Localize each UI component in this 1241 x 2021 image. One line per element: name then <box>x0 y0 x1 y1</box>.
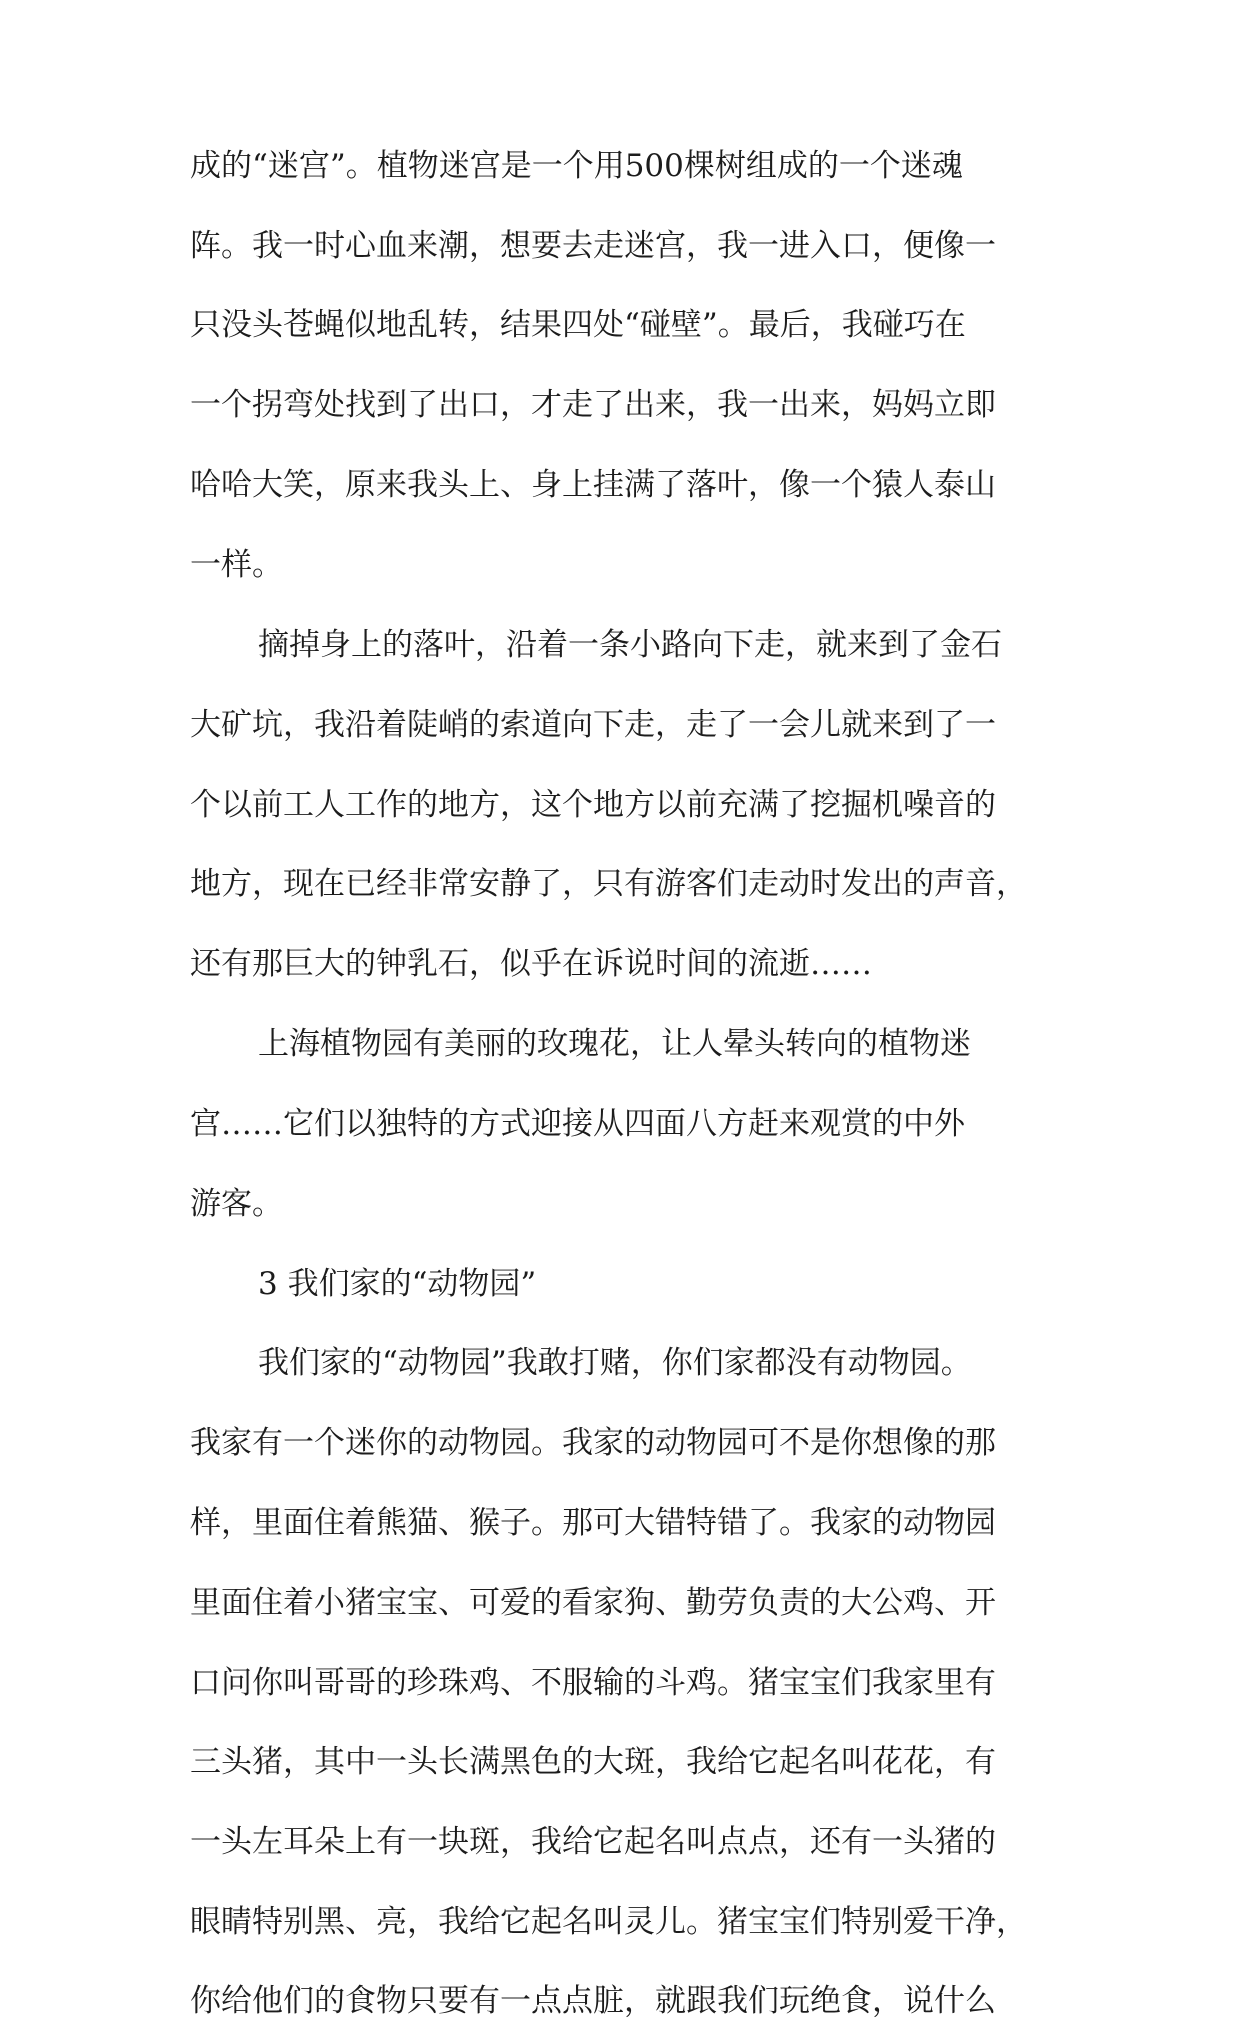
text-line: 阵。我一时心血来潮，想要去走迷宫，我一进入口，便像一 <box>190 228 996 264</box>
text-line: 个以前工人工作的地方，这个地方以前充满了挖掘机噪音的 <box>190 787 996 823</box>
text-line: 样，里面住着熊猫、猴子。那可大错特错了。我家的动物园 <box>190 1505 996 1541</box>
text-line: 一个拐弯处找到了出口，才走了出来，我一出来，妈妈立即 <box>190 387 996 423</box>
text-line: 成的“迷宫”。植物迷宫是一个用500棵树组成的一个迷魂 <box>190 148 963 184</box>
text-line: 一头左耳朵上有一块斑，我给它起名叫点点，还有一头猪的 <box>190 1824 996 1860</box>
paragraph-first-line: 摘掉身上的落叶，沿着一条小路向下走，就来到了金石 <box>258 627 1002 663</box>
paragraph-first-line: 我们家的“动物园”我敢打赌，你们家都没有动物园。 <box>258 1345 972 1381</box>
text-line: 一样。 <box>190 547 283 583</box>
text-line: 三头猪，其中一头长满黑色的大斑，我给它起名叫花花，有 <box>190 1744 996 1780</box>
text-line: 地方，现在已经非常安静了，只有游客们走动时发出的声音， <box>190 866 1027 902</box>
text-line: 只没头苍蝇似地乱转，结果四处“碰壁”。最后，我碰巧在 <box>190 307 966 343</box>
section-heading: 3 我们家的“动物园” <box>258 1266 537 1302</box>
text-line: 眼睛特别黑、亮，我给它起名叫灵儿。猪宝宝们特别爱干净， <box>190 1904 1027 1940</box>
paragraph-first-line: 上海植物园有美丽的玫瑰花，让人晕头转向的植物迷 <box>258 1026 971 1062</box>
text-line: 游客。 <box>190 1186 283 1222</box>
text-line: 大矿坑，我沿着陡峭的索道向下走，走了一会儿就来到了一 <box>190 707 996 743</box>
text-line: 口问你叫哥哥的珍珠鸡、不服输的斗鸡。猪宝宝们我家里有 <box>190 1665 996 1701</box>
text-line: 你给他们的食物只要有一点点脏，就跟我们玩绝食，说什么 <box>190 1983 996 2019</box>
text-line: 里面住着小猪宝宝、可爱的看家狗、勤劳负责的大公鸡、开 <box>190 1585 996 1621</box>
text-line: 哈哈大笑，原来我头上、身上挂满了落叶，像一个猿人泰山 <box>190 467 996 503</box>
text-line: 宫……它们以独特的方式迎接从四面八方赶来观赏的中外 <box>190 1106 965 1142</box>
text-line: 还有那巨大的钟乳石，似乎在诉说时间的流逝…… <box>190 946 872 982</box>
text-line: 我家有一个迷你的动物园。我家的动物园可不是你想像的那 <box>190 1425 996 1461</box>
